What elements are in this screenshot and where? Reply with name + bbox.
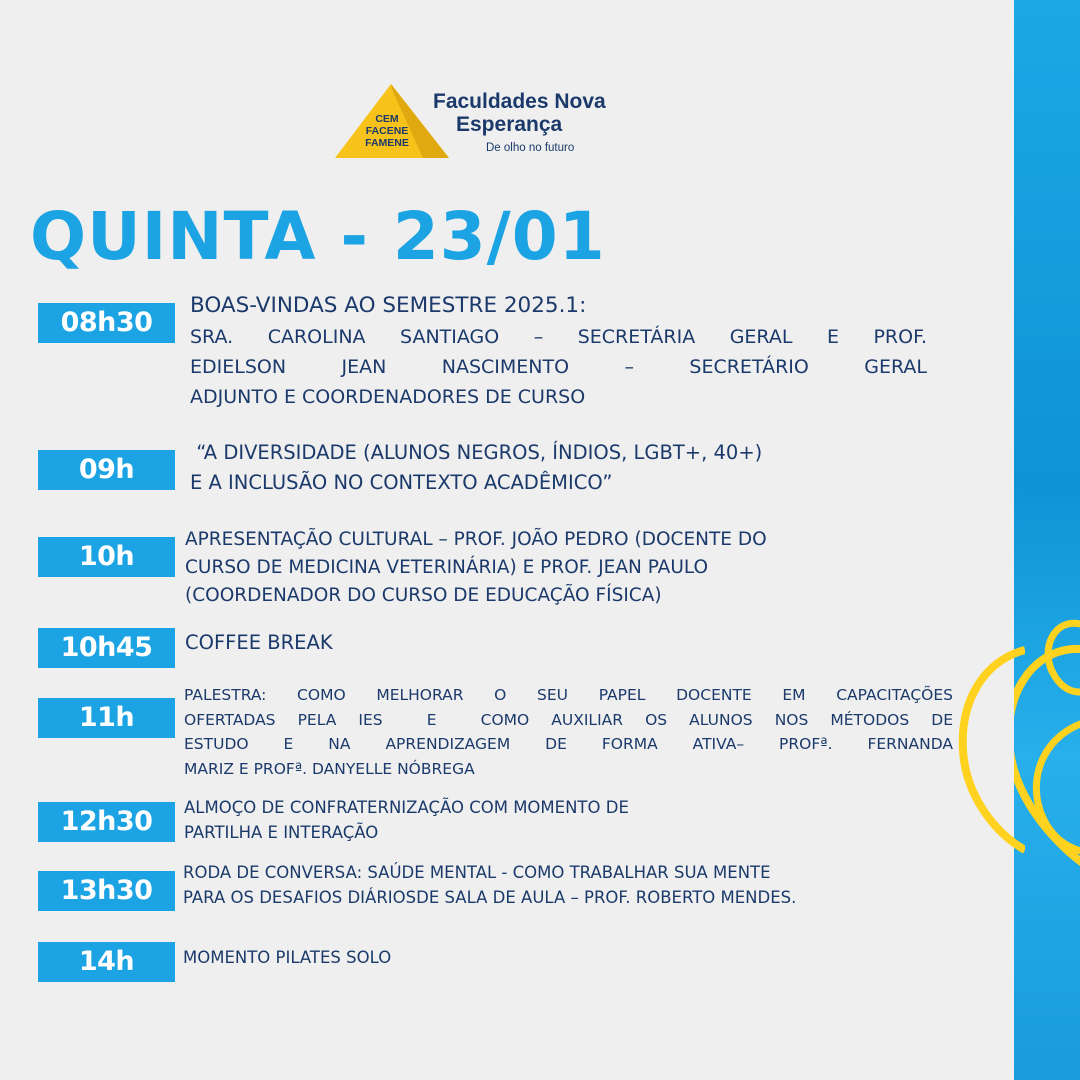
schedule-item-description [183,945,583,970]
brand-name-line1: Faculdades Nova [433,90,606,113]
schedule-item-line: SRA. CAROLINA SANTIAGO – SECRETÁRIA GERAL E PROF. [190,326,927,348]
schedule-item-line: MARIZ E PROFª. DANYELLE NÓBREGA [184,759,475,778]
schedule-item-line: PALESTRA: COMO MELHORAR O SEU PAPEL DOCENTE EM CAPACITAÇÕES [184,686,953,704]
yellow-swirl-decoration [1014,0,1080,1080]
brand-name [433,90,653,136]
brand-name-line2: Esperança [456,113,563,136]
schedule-item-line: EDIELSON JEAN NASCIMENTO – SECRETÁRIO GERAL [190,356,927,378]
schedule-item-description [190,438,930,498]
schedule-item-line: RODA DE CONVERSA: SAÚDE MENTAL - COMO TRABALHAR SUA MENTE [183,863,771,882]
yellow-swirl-left-edge [955,620,1025,880]
page-title: QUINTA - 23/01 [30,198,606,275]
schedule-item-line: (COORDENADOR DO CURSO DE EDUCAÇÃO FÍSICA) [185,585,662,606]
schedule-item-line: OFERTADAS PELA IES E COMO AUXILIAR OS ALUNOS NOS MÉTODOS DE [184,710,953,729]
schedule-item-line: COFFEE BREAK [185,631,333,654]
time-badge: 11h [38,698,175,738]
time-badge: 10h [38,537,175,577]
time-badge: 08h30 [38,303,175,343]
time-badge: 10h45 [38,628,175,668]
schedule-item-line: “A DIVERSIDADE (ALUNOS NEGROS, ÍNDIOS, LGBT+, 40+) [190,441,763,464]
schedule-item-line: ADJUNTO E COORDENADORES DE CURSO [190,386,586,408]
schedule-item-description [183,860,973,910]
pyramid-text-facene: FACENE [365,125,409,137]
schedule-item-description [185,628,585,658]
time-badge: 14h [38,942,175,982]
time-badge: 12h30 [38,802,175,842]
time-badge: 09h [38,450,175,490]
brand-tagline: De olho no futuro [486,142,575,154]
brand-logo [333,82,653,162]
schedule-item-line: MOMENTO PILATES SOLO [183,948,392,967]
schedule-item-description [184,795,824,845]
schedule-item-line: E A INCLUSÃO NO CONTEXTO ACADÊMICO” [190,471,613,494]
schedule-item-line: ESTUDO E NA APRENDIZAGEM DE FORMA ATIVA– PROFª. FERNANDA [184,735,953,753]
pyramid-text-famene: FAMENE [365,137,409,149]
schedule-item-line: APRESENTAÇÃO CULTURAL – PROF. JOÃO PEDRO (DOCENTE DO [185,529,767,550]
schedule-item-heading: BOAS-VINDAS AO SEMESTRE 2025.1: [190,293,587,318]
time-badge: 13h30 [38,871,175,911]
schedule-item-line: ALMOÇO DE CONFRATERNIZAÇÃO COM MOMENTO DE [184,798,629,817]
schedule-item-description [190,290,927,412]
schedule-item-line: PARA OS DESAFIOS DIÁRIOSDE SALA DE AULA – PROF. ROBERTO MENDES. [183,888,797,907]
schedule-item-line: PARTILHA E INTERAÇÃO [184,823,379,842]
schedule-item-line: CURSO DE MEDICINA VETERINÁRIA) E PROF. JEAN PAULO [185,557,709,578]
pyramid-text-cem: CEM [375,113,399,125]
decorative-side-band [1014,0,1080,1080]
schedule-item-description [184,683,953,781]
schedule-item-description [185,526,955,610]
